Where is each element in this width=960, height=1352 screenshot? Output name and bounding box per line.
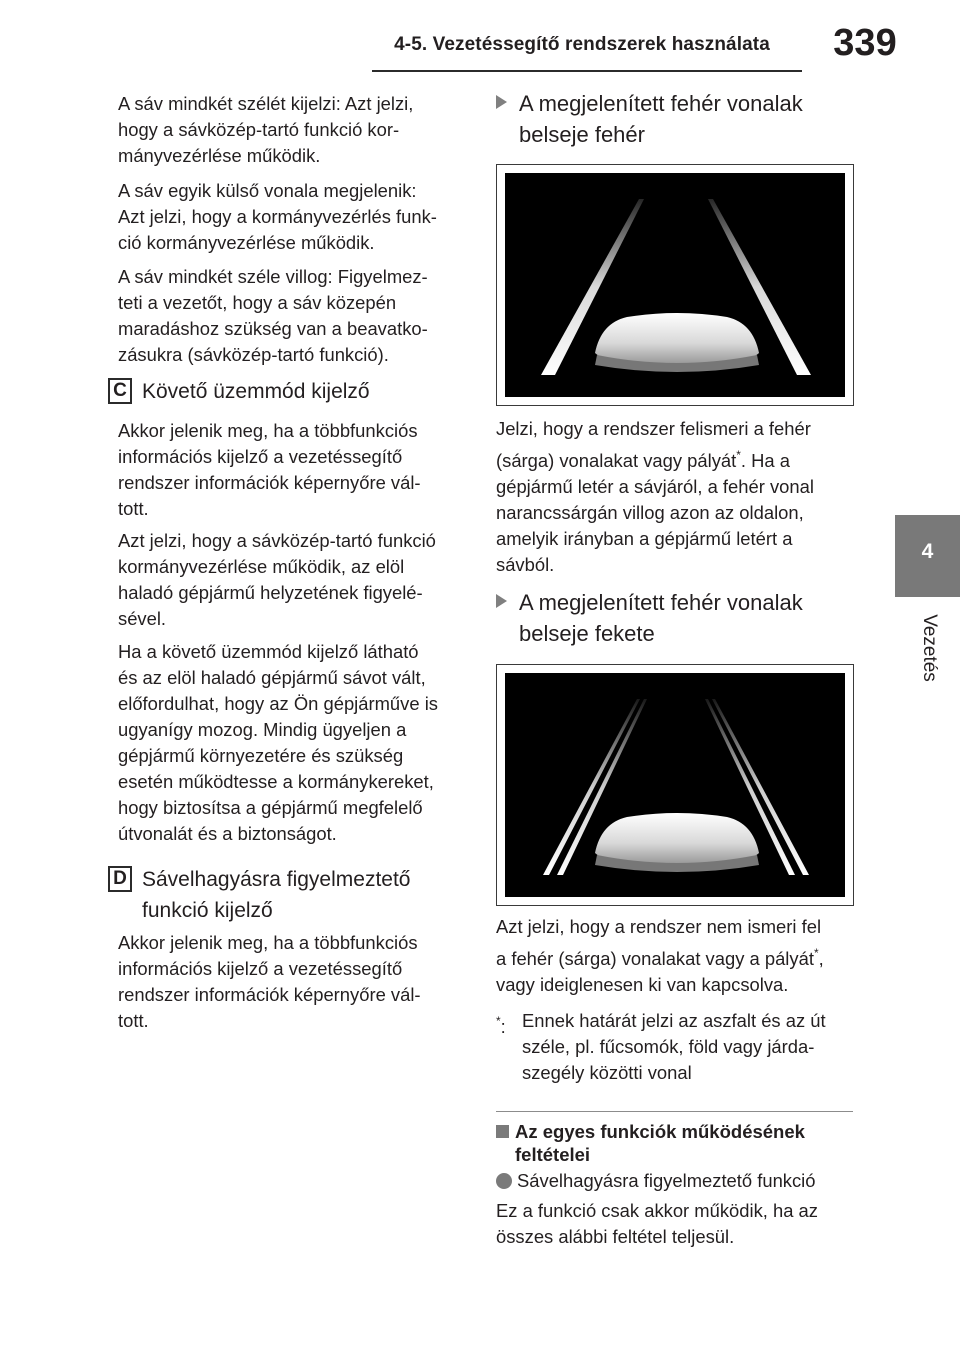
- footnote-asterisk: *: [496, 1014, 501, 1028]
- heading-line: belseje fehér: [519, 122, 645, 147]
- footnote-asterisk: *: [813, 946, 819, 960]
- text-line: széle, pl. fűcsomók, föld vagy járda-: [522, 1036, 815, 1057]
- chapter-label-text: Vezetés: [918, 614, 940, 682]
- lane-display-illustration: [497, 665, 853, 905]
- section-letter-c: C: [108, 378, 132, 404]
- text-line: rendszer információk képernyőre vál-: [118, 472, 421, 493]
- section-d-paragraph: [118, 930, 421, 1034]
- text-line: narancssárgán villog azon az oldalon,: [496, 502, 804, 523]
- text-line: mányvezérlése működik.: [118, 145, 321, 166]
- text-line: összes alábbi feltétel teljesül.: [496, 1226, 735, 1247]
- text-line: információs kijelző a vezetéssegítő: [118, 446, 403, 467]
- section-title: 4-5. Vezetéssegítő rendszerek használata: [394, 34, 770, 55]
- lane-lines-white-figure: [496, 164, 854, 406]
- vehicle-icon: [595, 313, 759, 363]
- text-line: Akkor jelenik meg, ha a többfunkciós: [118, 932, 418, 953]
- text-line: gépjármű letér a sávjáról, a fehér vonal: [496, 476, 814, 497]
- lane-both-edges-paragraph: [118, 91, 413, 169]
- text-line: esetén működtesse a kormánykereket,: [118, 771, 434, 792]
- heading-line: feltételei: [515, 1144, 591, 1165]
- text-line: haladó gépjármű helyzetének figyelé-: [118, 582, 423, 603]
- text-line: sávból.: [496, 554, 555, 575]
- section-c-paragraph-3: [118, 639, 438, 847]
- conditions-heading: [496, 1120, 866, 1166]
- section-d-title: Sávelhagyásra figyelmeztető: [142, 868, 411, 891]
- text-line: rendszer információk képernyőre vál-: [118, 984, 421, 1005]
- conditions-text: [496, 1198, 866, 1250]
- text-line: Ez a funkció csak akkor működik, ha az: [496, 1200, 818, 1221]
- text-line: Ennek határát jelzi az aszfalt és az út: [522, 1010, 826, 1031]
- text-line: Azt jelzi, hogy a sávközép-tartó funkció: [118, 530, 436, 551]
- text-fragment: . Ha a: [740, 450, 790, 471]
- heading-line: A megjelenített fehér vonalak: [519, 91, 803, 116]
- text-line: Akkor jelenik meg, ha a többfunkciós: [118, 420, 418, 441]
- page-number: 339: [833, 22, 897, 64]
- text-line: vagy ideiglenesen ki van kapcsolva.: [496, 974, 789, 995]
- text-line: A sáv egyik külső vonala megjelenik:: [118, 180, 417, 201]
- section-c-heading: [108, 376, 370, 407]
- section-d-heading: [108, 864, 410, 926]
- text-fragment: a fehér (sárga) vonalakat vagy a pályát: [496, 948, 814, 969]
- lane-lines-black-figure: [496, 664, 854, 906]
- text-line: zásukra (sávközép-tartó funkció).: [118, 344, 389, 365]
- chapter-label: [896, 598, 960, 698]
- text-line: amelyik irányban a gépjármű letért a: [496, 528, 793, 549]
- text-line: [496, 940, 856, 972]
- heading-line: belseje fekete: [519, 621, 655, 646]
- text-line: tott.: [118, 498, 149, 519]
- arrow-bullet-icon: [496, 95, 507, 109]
- round-bullet-icon: [496, 1173, 512, 1189]
- text-line: tott.: [118, 1010, 149, 1031]
- text-line: Ha a követő üzemmód kijelző látható: [118, 641, 419, 662]
- text-line: [496, 442, 856, 474]
- text-line: Azt jelzi, hogy a rendszer nem ismeri fel: [496, 916, 822, 937]
- text-line: A sáv mindkét szélét kijelzi: Azt jelzi,: [118, 93, 414, 114]
- bullet-text: Sávelhagyásra figyelmeztető funkció: [517, 1170, 816, 1191]
- black-lines-caption: [496, 914, 856, 998]
- text-line: hogy a sávközép-tartó funkció kor-: [118, 119, 400, 140]
- footnote-mark: *:: [496, 1014, 506, 1037]
- section-divider: [496, 1111, 853, 1112]
- section-c-paragraph-2: [118, 528, 436, 632]
- text-line: ció kormányvezérlése működik.: [118, 232, 375, 253]
- section-letter-d: D: [108, 866, 132, 892]
- text-line: maradáshoz szükség van a beavatko-: [118, 318, 428, 339]
- text-line: információs kijelző a vezetéssegítő: [118, 958, 403, 979]
- footnote: [496, 1008, 856, 1086]
- text-line: A sáv mindkét széle villog: Figyelmez-: [118, 266, 428, 287]
- text-line: hogy biztosítsa a gépjármű megfelelő: [118, 797, 423, 818]
- text-line: sével.: [118, 608, 167, 629]
- text-line: és az elöl haladó gépjármű sávot vált,: [118, 667, 426, 688]
- text-fragment: (sárga) vonalakat vagy pályát: [496, 450, 737, 471]
- text-line: szegély közötti vonal: [522, 1062, 692, 1083]
- text-line: előfordulhat, hogy az Ön gépjárműve is: [118, 693, 438, 714]
- text-fragment: ,: [818, 948, 824, 969]
- heading-line: A megjelenített fehér vonalak: [519, 590, 803, 615]
- section-d-title-line-2: funkció kijelző: [142, 899, 273, 922]
- text-line: gépjármű környezetére és szükség: [118, 745, 404, 766]
- text-line: Azt jelzi, hogy a kormányvezérlés funk-: [118, 206, 437, 227]
- text-line: Jelzi, hogy a rendszer felismeri a fehér: [496, 418, 811, 439]
- footnote-asterisk: *: [736, 448, 741, 462]
- arrow-bullet-icon: [496, 594, 507, 608]
- lane-display-illustration: [497, 165, 853, 405]
- conditions-bullet: [496, 1168, 866, 1194]
- section-c-paragraph-1: [118, 418, 421, 522]
- text-line: kormányvezérlése működik, az elöl: [118, 556, 405, 577]
- heading-line: Az egyes funkciók működésének: [515, 1121, 805, 1142]
- square-bullet-icon: [496, 1125, 509, 1138]
- header-rule: [372, 70, 802, 72]
- chapter-number: 4: [921, 540, 934, 563]
- vehicle-icon: [595, 813, 759, 863]
- section-c-title: Követő üzemmód kijelző: [142, 380, 370, 403]
- white-lines-heading: [496, 88, 803, 150]
- black-lines-heading: [496, 587, 803, 649]
- lane-flashing-paragraph: [118, 264, 428, 368]
- lane-one-edge-paragraph: [118, 178, 437, 256]
- text-line: teti a vezetőt, hogy a sáv közepén: [118, 292, 397, 313]
- text-line: ugyanígy mozog. Mindig ügyeljen a: [118, 719, 407, 740]
- text-line: útvonalát és a biztonságot.: [118, 823, 337, 844]
- white-lines-caption: [496, 416, 856, 578]
